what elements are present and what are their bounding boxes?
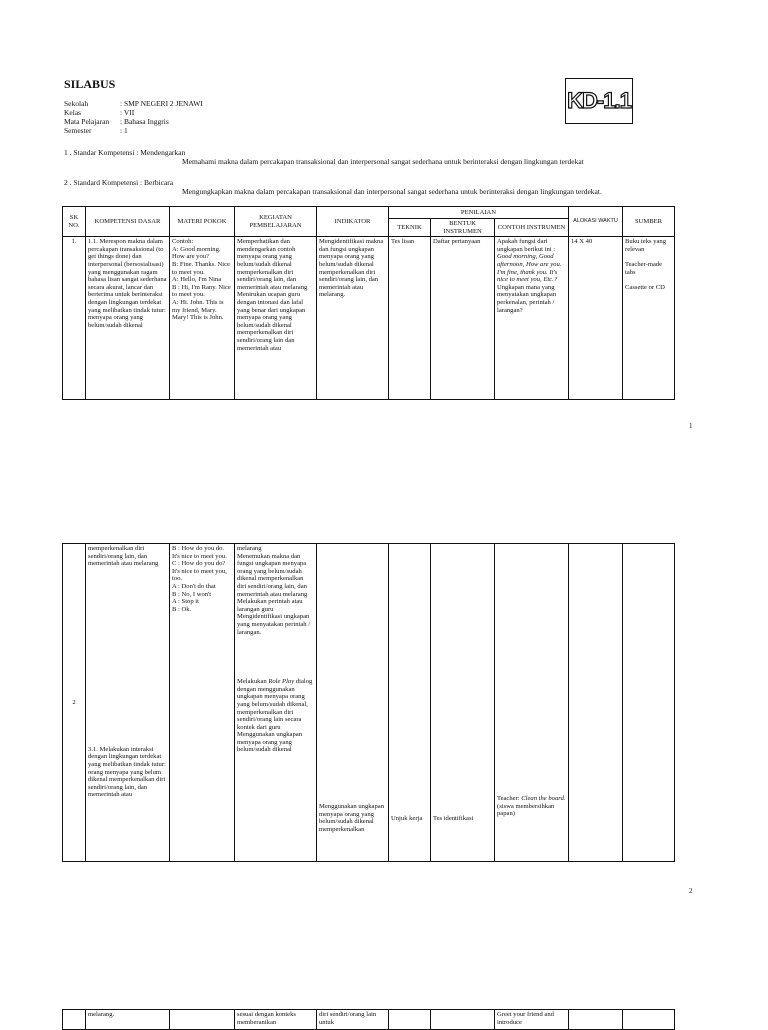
- row2-kegiatan-b1: Melakukan: [237, 678, 267, 686]
- row2-kegiatan-b2: Role Play: [268, 678, 295, 686]
- row2-contoh-label: Teacher:: [497, 795, 520, 802]
- contoh-question-2: Ungkapan mana yang menyatakan ungkapan perkenalan, perintah / larangan?: [497, 283, 557, 314]
- row2-contoh-text: Clean the board.: [521, 795, 566, 802]
- row-kegiatan-pembelajaran: Memperhatikan dan mendengarkan contoh menyapa orang yang belum/sudah dikenal memperkenalkan diri sendiri/orang lain, dan memerintah atau melarang Menirukan ucapan guru dengan intonasi dan lafal yang benar dari ungkapan menyapa orang yang belum/sudah dikenal memperkenalkan diri sendiri/orang lain dan memerintah atau: [235, 237, 317, 400]
- row3-contoh-instrumen: Greet your friend and introduce: [495, 1010, 569, 1030]
- row2-kegiatan-roleplay: [237, 678, 314, 754]
- header-kompetensi-dasar: KOMPETENSI DASAR: [86, 207, 170, 237]
- row2-kegiatan-pembelajaran: [235, 544, 317, 862]
- row3-teknik: [389, 1010, 431, 1030]
- row2-contoh-note: (siswa membersihkan papan): [497, 802, 555, 818]
- row3-materi-pokok: [170, 1010, 235, 1030]
- meta-value-school: : SMP NEGERI 2 JENAWI: [120, 99, 203, 108]
- row2-kompetensi-continued: memperkenalkan diri sendiri/orang lain, dan memerintah atau melarang: [88, 545, 159, 568]
- row3-indikator: diri sendiri/orang lain untuk: [317, 1010, 389, 1030]
- row2-indikator-text: Menggunakan ungkapan menyapa orang yang belum/sudah dikenal memperkenalkan: [319, 803, 385, 833]
- row3-bentuk-instrumen: [431, 1010, 495, 1030]
- row2-teknik: [389, 544, 431, 862]
- kd-badge: [565, 78, 633, 124]
- row2-contoh-block: [497, 795, 566, 818]
- header-bentuk-instrumen: BENTUK INSTRUMEN: [431, 219, 495, 237]
- row2-contoh-instrumen: [495, 544, 569, 862]
- row2-sk-no: 2: [63, 544, 86, 862]
- row-contoh-instrumen: [495, 237, 569, 400]
- row2-alokasi-waktu: [569, 544, 623, 862]
- header-indikator: INDIKATOR: [317, 207, 389, 237]
- row3-kompetensi-dasar: melarang.: [86, 1010, 170, 1030]
- header-penilaian: PENILAIAN: [389, 207, 569, 219]
- row2-bentuk-text: Tes identifikasi: [433, 815, 474, 822]
- row3-alokasi-waktu: [569, 1010, 623, 1030]
- syllabus-table-page-3: [62, 1009, 675, 1030]
- meta-label-subject: Mata Pelajaran: [64, 117, 110, 126]
- row2-sumber: [623, 544, 675, 862]
- meta-value-semester: : 1: [120, 126, 128, 135]
- page-title: SILABUS: [64, 77, 116, 91]
- standar-kompetensi-1-label: 1 . Standar Kompetensi : Mendengarkan: [64, 148, 186, 157]
- row2-materi-pokok: B : How do you do. It's nice to meet you. C : How do you do? It's nice to meet you, too. A : Don't do that B : No, I won't A : Stop it B : Ok.: [170, 544, 235, 862]
- contoh-expressions: Good morning, Good afternoon, How are you. I'm fine, thank you. It's nice to meet you, Etc.?: [497, 253, 562, 284]
- row-kompetensi-dasar: 1.1. Merespon makna dalam percakapan transaksional (to get things done) dan interpersonal (bersosialisasi) yang menggunakan ragam bahasa lisan sangat sederhana secara akurat, lancar dan berterima untuk berinteraksi dengan lingkungan terdekat yang melibatkan tindak tutur: menyapa orang yang belum/sudah dikenal: [86, 237, 170, 400]
- row2-kegiatan-a: melarang Menemukan makna dan fungsi ungkapan menyapa orang yang belum/sudah dikenal memperkenalkan diri sendiri/orang lain, dan memerintah atau melarang Melakukan perintah atau larangan guru Mengidentifikasi ungkapan yang menyatakan perintah / larangan.: [237, 545, 311, 636]
- page-number-2: 2: [689, 887, 693, 895]
- meta-label-class: Kelas: [64, 108, 82, 117]
- row-sumber: Buku teks yang relevan Teacher-made tabs Cassette or CD: [623, 237, 675, 400]
- row-sk-no: 1.: [63, 237, 86, 400]
- row2-teknik-text: Unjuk kerja: [391, 815, 423, 822]
- row2-kegiatan-b3: dialog dengan menggunakan ungkapan menyapa orang yang belum/sudah dikenal, memperkenalkan diri sendiri/orang lain secara kontek dari guru Menggunakan ungkapan menyapa orang yang belum/sudah dikenal: [237, 678, 313, 754]
- standar-kompetensi-2-text: Mengungkapkan makna dalam percakapan transaksional dan interpersonal sangat sederhana untuk berinteraksi dengan lingkungan terdekat.: [182, 187, 602, 196]
- standar-kompetensi-2-label: 2 . Standard Kompetensi : Berbicara: [64, 178, 174, 187]
- row2-indikator: [317, 544, 389, 862]
- row2-kompetensi-dasar: [86, 544, 170, 862]
- row3-sk-no: [63, 1010, 86, 1030]
- row-alokasi-waktu: 14 X 40: [569, 237, 623, 400]
- row-indikator: Mengidentifikasi makna dan fungsi ungkapan menyapa orang yang belum/sudah dikenal memperkenalkan diri sendiri/orang lain, dan memerintah atau melarang.: [317, 237, 389, 400]
- header-contoh-instrumen: CONTOH INSTRUMEN: [495, 219, 569, 237]
- row-materi-pokok: Contoh: A: Good morning. How are you? B: Fine. Thanks. Nice to meet you. A: Hello, I'm Nina B : Hi, I'm Rany. Nice to meet you. A: Hi. John. This is my friend, Mary. Mary! This is John.: [170, 237, 235, 400]
- row3-sumber: [623, 1010, 675, 1030]
- header-sumber: SUMBER: [623, 207, 675, 237]
- meta-label-school: Sekolah: [64, 99, 89, 108]
- header-kegiatan-pembelajaran: KEGIATAN PEMBELAJARAN: [235, 207, 317, 237]
- header-sk-no: SK NO.: [63, 207, 86, 237]
- row-bentuk-instrumen: Daftar pertanyaan: [431, 237, 495, 400]
- syllabus-table-page-2: [62, 543, 675, 862]
- header-alokasi-waktu: ALOKASI WAKTU: [569, 207, 623, 237]
- row3-kegiatan-pembelajaran: sesuai dengan konteks memberanikan: [235, 1010, 317, 1030]
- header-materi-pokok: MATERI POKOK: [170, 207, 235, 237]
- row2-bentuk-instrumen: [431, 544, 495, 862]
- page-number-1: 1: [689, 422, 693, 430]
- meta-value-subject: : Bahasa Inggris: [120, 117, 169, 126]
- meta-label-semester: Semester: [64, 126, 92, 135]
- row2-kompetensi-3-1: 3.1. Melakukan interaksi dengan lingkungan terdekat yang melibatkan tindak tutur: orang menyapa yang belum dikenal memperkenalkan diri sendiri/orang lain, dan memerintah atau: [88, 745, 166, 799]
- kd-badge-text: KD-1.1: [567, 88, 631, 113]
- meta-value-class: : VII: [120, 108, 135, 117]
- standar-kompetensi-1-text: Memahami makna dalam percakapan transaksional dan interpersonal sangat sederhana untuk berinteraksi dengan lingkungan terdekat: [182, 157, 584, 166]
- contoh-question: Apakah fungsi dari ungkapan berikut ini :: [497, 238, 556, 253]
- syllabus-table-page-1: [62, 206, 675, 400]
- row-teknik: Tes lisan: [389, 237, 431, 400]
- header-teknik: TEKNIK: [389, 219, 431, 237]
